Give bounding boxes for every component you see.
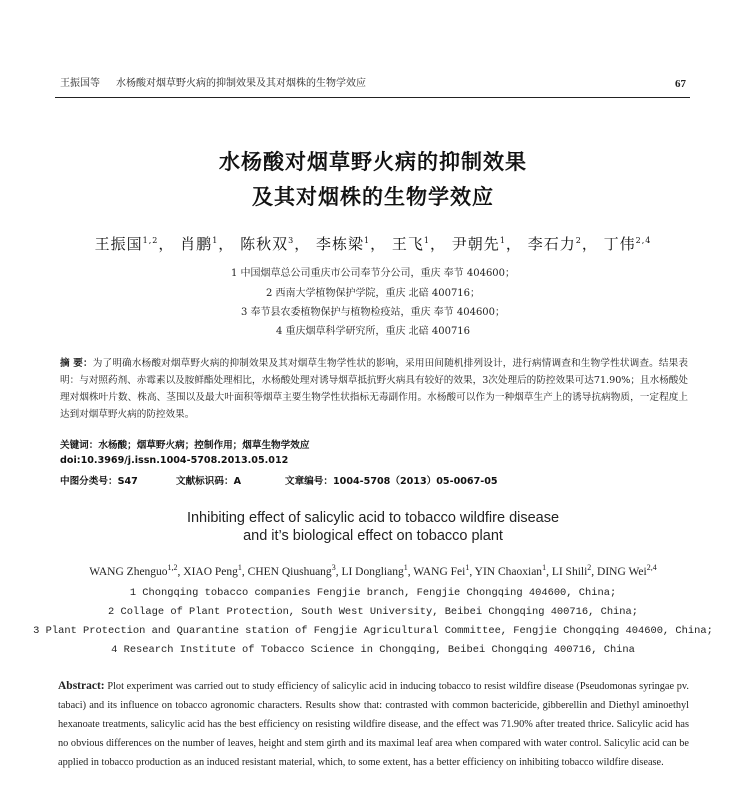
author: LI Dongliang$^1$, — [341, 563, 414, 578]
author: 肖鹏$^1$， — [180, 235, 235, 253]
author: DING Wei$^{2,4}$ — [597, 563, 657, 578]
chinese-affiliation: 4 重庆烟草科学研究所，重庆 北碚 400716 — [275, 326, 471, 337]
chinese-author-list — [0, 233, 746, 254]
author: 王飞$^1$， — [391, 235, 447, 253]
author: LI Shili$^2$, — [551, 563, 598, 578]
english-affiliation: 2 Collage of Plant Protection, South West University, Beibei Chongqing 400716, China; — [107, 606, 638, 618]
chinese-abstract — [60, 355, 688, 423]
author: 陈秋双$^3$， — [240, 235, 311, 253]
page-number: 67 — [675, 78, 686, 90]
author: WANG Zhenguo$^{1,2}$, — [89, 563, 184, 578]
chinese-title-line-1: 水杨酸对烟草野火病的抑制效果 — [219, 150, 527, 174]
running-head-authors: 王振国等 — [60, 78, 100, 89]
abstract-text: Plot experiment was carried out to study efficiency of salicylic acid in inducing tobacco to resist wildfire disease (Pseudomonas syringae pv. tabaci) and its influence on tobacco agronomic characters. Results show that: contrasted with common bactericide, gibberellin and Diethyl aminoethyl hexanoate treatments, salicylic acid has the best efficiency on resisting wildfire disease, and the effect was 71.90% after treated thrice. Salicylic acid has no obvious differences on the number of leaves, height and stem girth and its maximal leaf area when compared with water control. Salicylic acid can be applied in tobacco production as an induced resistant material, which, to some extent, has a better efficiency on inhibiting tobacco wildfire disease. — [58, 681, 689, 768]
chinese-affiliation: 1 中国烟草总公司重庆市公司奉节分公司，重庆 奉节 404600； — [230, 268, 516, 279]
english-abstract — [58, 677, 689, 772]
abstract-text: 为了明确水杨酸对烟草野火病的抑制效果及其对烟草生物学性状的影响，采用田间随机排列设计，进行病情调查和生物学性状调查。结果表明：与对照药剂、赤霉素以及胺鲜酯处理相比，水杨酸处理对诱导烟草抵抗野火病具有较好的效果，3次处理后的防控效果可达71.90%；且水杨酸处理对烟株叶片数、株高、茎围以及最大叶面积等烟草主要生物学性状指标无毒副作用。水杨酸可以作为一种烟草生产上的诱导抗病物质，一定程度上达到对烟草野火病的防控效果。 — [60, 358, 689, 420]
running-head-title: 水杨酸对烟草野火病的抑制效果及其对烟株的生物学效应 — [116, 78, 366, 89]
english-affiliation: 4 Research Institute of Tobacco Science in Chongqing, Beibei Chongqing 400716, China — [111, 644, 635, 656]
author: 李石力$^2$， — [527, 235, 598, 253]
chinese-affiliation: 3 奉节县农委植物保护与植物检疫站，重庆 奉节 404600； — [240, 307, 506, 318]
abstract-label: Abstract: — [58, 680, 105, 692]
author: 丁伟$^{2,4}$ — [603, 235, 652, 253]
classification-line — [60, 473, 688, 487]
author: 李栋梁$^1$， — [315, 235, 387, 253]
chinese-affiliation: 2 西南大学植物保护学院，重庆 北碚 400716； — [265, 288, 481, 299]
clc-number: 中图分类号：S47 — [60, 476, 138, 487]
english-author-list — [0, 563, 746, 578]
abstract-label: 摘 要： — [60, 358, 93, 369]
english-title-line-1: Inhibiting effect of salicylic acid to tobacco wildfire disease — [186, 510, 560, 526]
author: CHEN Qiushuang$^3$, — [247, 563, 342, 578]
article-number: 文章编号：1004-5708（2013）05-0067-05 — [285, 476, 498, 487]
english-affiliation: 1 Chongqing tobacco companies Fengjie branch, Fengjie Chongqing 404600, China; — [129, 587, 617, 599]
english-title-line-2: and it’s biological effect on tobacco plant — [243, 528, 503, 544]
author: 尹朝先$^1$， — [451, 235, 522, 253]
header-rule — [55, 97, 690, 98]
doi[interactable]: doi:10.3969/j.issn.1004-5708.2013.05.012 — [60, 455, 289, 466]
chinese-title-line-2: 及其对烟株的生物学效应 — [252, 185, 494, 209]
author: 王振国$^{1,2}$， — [94, 235, 175, 253]
running-head — [52, 76, 686, 92]
author: WANG Fei$^1$, — [413, 563, 475, 578]
author: YIN Chaoxian$^1$, — [474, 563, 552, 578]
document-code: 文献标识码：A — [176, 476, 241, 487]
keywords: 关键词：水杨酸；烟草野火病；控制作用；烟草生物学效应 — [60, 440, 310, 451]
english-affiliation: 3 Plant Protection and Quarantine station of Fengjie Agricultural Committee, Fengjie Chongqing 404600, China; — [33, 625, 713, 637]
author: XIAO Peng$^1$, — [183, 563, 248, 578]
